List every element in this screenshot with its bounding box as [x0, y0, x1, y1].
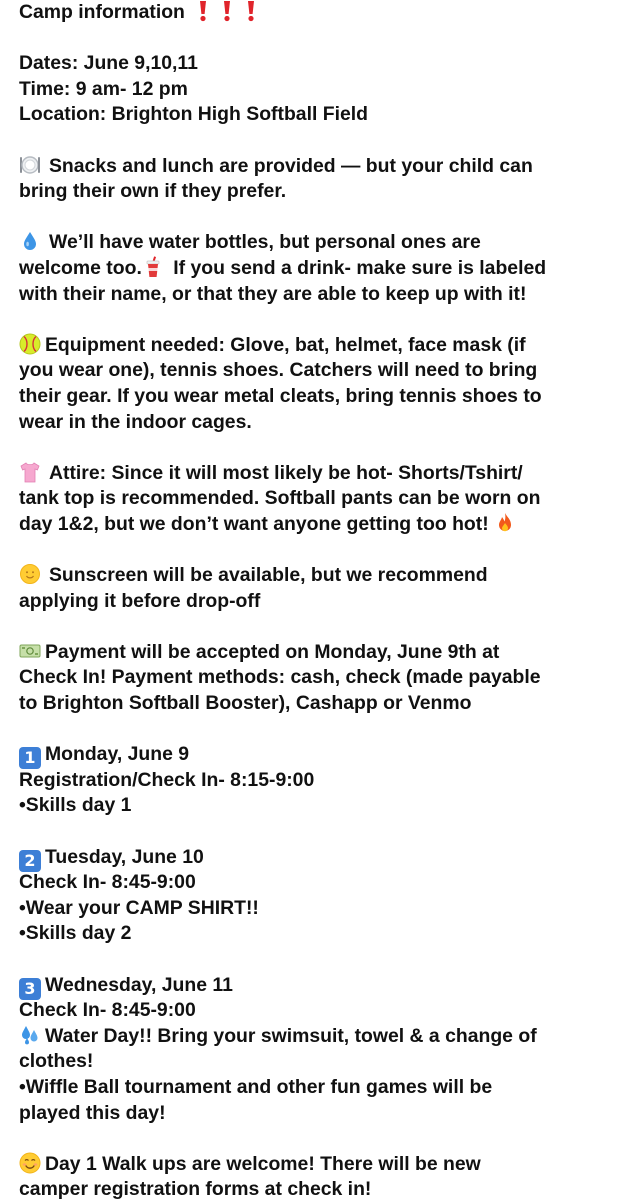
- water-day-line-2: clothes!: [19, 1050, 94, 1073]
- smiling-face-icon: [19, 1152, 41, 1174]
- dates-line: Dates: June 9,10,11: [19, 52, 198, 75]
- water-drop-icon: [19, 230, 41, 252]
- payment-line: Payment will be accepted on Monday, June 9th at: [19, 640, 619, 666]
- keycap-2-icon: 2: [19, 850, 41, 872]
- blank-line: [19, 537, 619, 563]
- keycap-3-icon: 3: [19, 978, 41, 1000]
- shirt-icon: [19, 461, 41, 483]
- water-splash-icon: [19, 1024, 41, 1046]
- walkups-line-2: camper registration forms at check in!: [19, 1178, 372, 1201]
- red-exclamation-icon: [221, 0, 233, 22]
- day-3-item-2: played this day!: [19, 1101, 166, 1124]
- blank-line: [19, 1126, 619, 1152]
- blank-line: [19, 128, 619, 154]
- keycap-1-icon: 1: [19, 747, 41, 769]
- payment-line-3: to Brighton Softball Booster), Cashapp or Venmo: [19, 692, 472, 715]
- location-line: Location: Brighton High Softball Field: [19, 103, 368, 126]
- time-line: Time: 9 am- 12 pm: [19, 77, 188, 100]
- day-2-item: •Wear your CAMP SHIRT!!: [19, 896, 259, 919]
- blank-line: [19, 26, 619, 52]
- water-line-3: with their name, or that they are able to keep up with it!: [19, 282, 527, 305]
- equipment-line-3: their gear. If you wear metal cleats, bring tennis shoes to: [19, 384, 542, 407]
- blank-line: [19, 435, 619, 461]
- blank-line: [19, 947, 619, 973]
- payment-line-2: Check In! Payment methods: cash, check (made payable: [19, 666, 541, 689]
- snacks-line: Snacks and lunch are provided — but your child can: [19, 154, 619, 180]
- walkups-line: Day 1 Walk ups are welcome! There will be new: [19, 1152, 619, 1178]
- sun-icon: [19, 563, 41, 585]
- blank-line: [19, 614, 619, 640]
- blank-line: [19, 819, 619, 845]
- equipment-line-2: you wear one), tennis shoes. Catchers will need to bring: [19, 359, 538, 382]
- water-line: We’ll have water bottles, but personal ones are: [19, 230, 619, 256]
- day-3-heading: 3 Wednesday, June 11: [19, 973, 619, 999]
- equipment-line: Equipment needed: Glove, bat, helmet, face mask (if: [19, 333, 619, 359]
- attire-line-2: tank top is recommended. Softball pants can be worn on: [19, 487, 541, 510]
- red-exclamation-icon: [245, 0, 257, 22]
- water-line-2: welcome too. If you send a drink- make sure is labeled: [19, 256, 547, 279]
- softball-icon: [19, 333, 41, 355]
- red-exclamation-icon: [197, 0, 209, 22]
- water-day-line: Water Day!! Bring your swimsuit, towel & a change of: [19, 1024, 619, 1050]
- day-3-checkin: Check In- 8:45-9:00: [19, 999, 196, 1022]
- blank-line: [19, 717, 619, 743]
- day-1-checkin: Registration/Check In- 8:15-9:00: [19, 768, 315, 791]
- day-2-item: •Skills day 2: [19, 922, 132, 945]
- snacks-line-2: bring their own if they prefer.: [19, 180, 287, 203]
- day-2-checkin: Check In- 8:45-9:00: [19, 871, 196, 894]
- equipment-line-4: wear in the indoor cages.: [19, 410, 252, 433]
- blank-line: [19, 307, 619, 333]
- money-icon: [19, 640, 41, 662]
- day-1-heading: 1 Monday, June 9: [19, 742, 619, 768]
- title-line: [19, 0, 619, 26]
- attire-line-3: day 1&2, but we don’t want anyone getting too hot!: [19, 512, 619, 538]
- day-1-item: •Skills day 1: [19, 794, 132, 817]
- camp-information-note: [19, 0, 619, 1203]
- cup-straw-icon: [142, 256, 164, 278]
- sunscreen-line: Sunscreen will be available, but we recommend: [19, 563, 619, 589]
- day-2-heading: 2 Tuesday, June 10: [19, 845, 619, 871]
- fire-icon: [494, 512, 516, 534]
- sunscreen-line-2: applying it before drop-off: [19, 589, 261, 612]
- plate-cutlery-icon: [19, 154, 41, 176]
- blank-line: [19, 205, 619, 231]
- day-3-item: •Wiffle Ball tournament and other fun games will be: [19, 1075, 493, 1098]
- attire-line: Attire: Since it will most likely be hot- Shorts/Tshirt/: [19, 461, 619, 487]
- note-title: Camp information: [19, 1, 185, 23]
